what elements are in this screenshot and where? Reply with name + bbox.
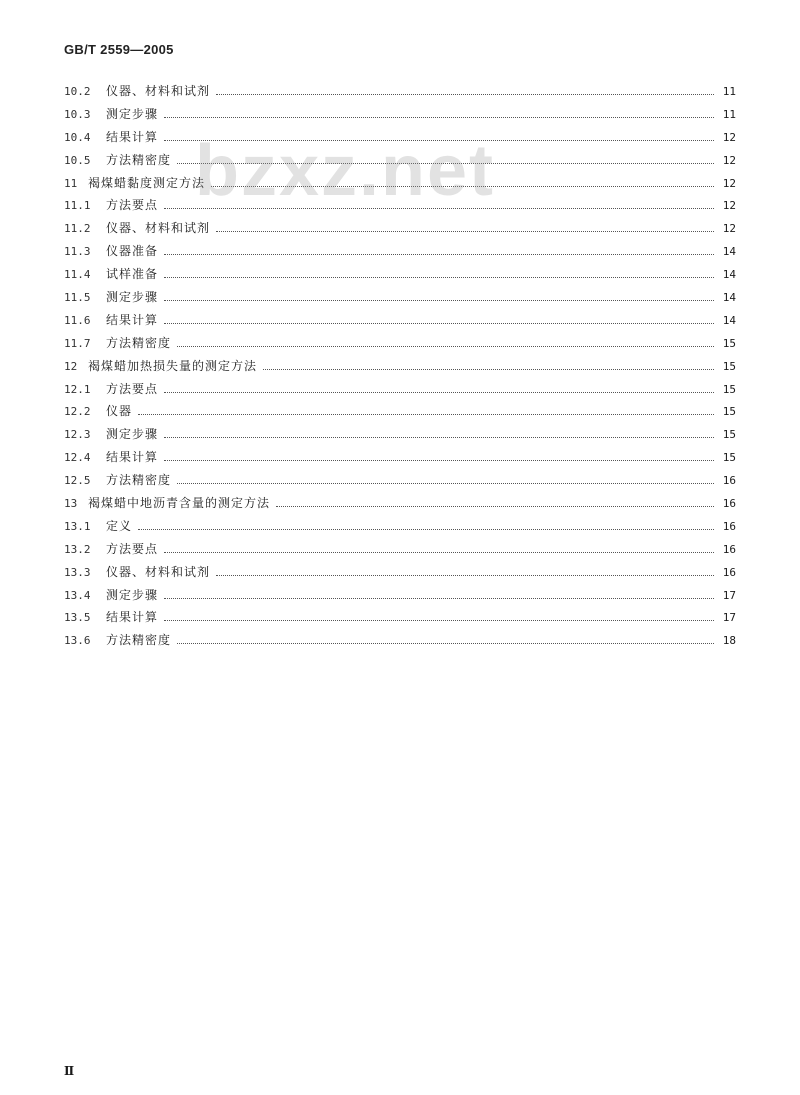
toc-leader-dots (164, 254, 714, 255)
toc-entry (64, 586, 736, 609)
toc-entry-page: 11 (722, 85, 736, 98)
toc-entry-page: 16 (722, 565, 736, 579)
toc-entry-page: 15 (722, 336, 736, 350)
toc-entry-number: 12 (64, 359, 78, 373)
toc-entry (64, 334, 736, 357)
toc-entry-page: 16 (722, 474, 736, 488)
toc-leader-dots (177, 163, 714, 164)
toc-entry-title: 测定步骤 (106, 587, 159, 602)
toc-entry (64, 242, 736, 265)
toc-entry-title: 仪器、材料和试剂 (106, 564, 211, 579)
toc-entry-page: 17 (722, 611, 736, 625)
toc-entry (64, 288, 736, 311)
toc-leader-dots (177, 346, 714, 347)
standard-number-header: GB/T 2559—2005 (64, 42, 174, 57)
toc-entry-page: 16 (722, 519, 736, 533)
toc-entry-title: 褐煤蜡中地沥青含量的测定方法 (88, 496, 271, 511)
toc-entry-page: 14 (722, 313, 736, 327)
toc-entry-title: 褐煤蜡黏度测定方法 (88, 175, 206, 190)
toc-entry-number: 11.3 (64, 245, 91, 259)
toc-leader-dots (216, 94, 714, 95)
toc-entry (64, 265, 736, 288)
toc-entry (64, 82, 736, 105)
toc-leader-dots (164, 117, 714, 118)
toc-entry-title: 测定步骤 (106, 427, 159, 442)
toc-entry-title: 仪器准备 (106, 244, 159, 259)
toc-entry-number: 11.7 (64, 336, 91, 350)
toc-entry-number: 10.5 (64, 153, 91, 167)
table-of-contents (64, 82, 736, 654)
toc-entry-number: 13.2 (64, 542, 91, 556)
toc-entry-page: 12 (722, 222, 736, 236)
toc-entry-title: 结果计算 (106, 450, 159, 465)
toc-entry-page: 15 (722, 359, 736, 373)
toc-leader-dots (164, 277, 714, 278)
toc-entry-number: 11 (64, 176, 78, 190)
toc-entry-page: 18 (722, 634, 736, 648)
toc-entry-number: 13 (64, 497, 78, 511)
toc-entry-title: 仪器、材料和试剂 (106, 84, 211, 98)
toc-leader-dots (138, 529, 714, 530)
toc-entry-number: 11.6 (64, 313, 91, 327)
toc-entry (64, 540, 736, 563)
toc-entry (64, 219, 736, 242)
toc-entry-title: 结果计算 (106, 610, 159, 625)
toc-leader-dots (164, 552, 714, 553)
toc-entry-number: 13.6 (64, 634, 91, 648)
toc-entry-number: 13.5 (64, 611, 91, 625)
toc-entry (64, 128, 736, 151)
toc-entry (64, 517, 736, 540)
toc-entry (64, 425, 736, 448)
toc-entry-page: 12 (722, 130, 736, 144)
toc-entry (64, 151, 736, 174)
toc-entry-page: 12 (722, 153, 736, 167)
toc-entry-title: 方法精密度 (106, 633, 172, 648)
toc-entry-number: 11.1 (64, 199, 91, 213)
toc-entry-number: 13.4 (64, 588, 91, 602)
toc-leader-dots (164, 323, 714, 324)
toc-entry-page: 16 (722, 497, 736, 511)
toc-entry-title: 方法要点 (106, 541, 159, 556)
toc-entry (64, 311, 736, 334)
toc-entry (64, 196, 736, 219)
toc-entry (64, 448, 736, 471)
toc-entry (64, 174, 736, 197)
toc-leader-dots (164, 140, 714, 141)
toc-entry-title: 仪器 (106, 404, 133, 419)
toc-entry-title: 测定步骤 (106, 106, 159, 121)
toc-entry (64, 105, 736, 128)
page-number-footer: Ⅱ (64, 1064, 75, 1078)
toc-entry-number: 11.5 (64, 291, 91, 305)
toc-entry-number: 13.3 (64, 565, 91, 579)
toc-entry-number: 13.1 (64, 519, 91, 533)
toc-entry-page: 11 (722, 107, 736, 121)
toc-entry-title: 结果计算 (106, 129, 159, 144)
toc-leader-dots (164, 300, 714, 301)
toc-entry-page: 12 (722, 176, 736, 190)
toc-entry-number: 12.5 (64, 474, 91, 488)
toc-entry (64, 494, 736, 517)
toc-entry (64, 608, 736, 631)
toc-leader-dots (164, 208, 714, 209)
toc-entry (64, 357, 736, 380)
toc-entry-title: 仪器、材料和试剂 (106, 221, 211, 236)
toc-entry-title: 方法要点 (106, 198, 159, 213)
toc-leader-dots (164, 437, 714, 438)
toc-leader-dots (138, 414, 714, 415)
toc-entry-title: 方法精密度 (106, 335, 172, 350)
toc-leader-dots (164, 392, 714, 393)
toc-entry-page: 15 (722, 405, 736, 419)
toc-entry (64, 380, 736, 403)
toc-entry-title: 试样准备 (106, 267, 159, 282)
toc-entry-number: 10.2 (64, 85, 91, 98)
toc-leader-dots (211, 186, 714, 187)
toc-entry-number: 12.3 (64, 428, 91, 442)
toc-entry-title: 方法精密度 (106, 473, 172, 488)
toc-entry-number: 12.1 (64, 382, 91, 396)
toc-entry-page: 14 (722, 291, 736, 305)
toc-entry (64, 402, 736, 425)
watermark: bzxz.net (195, 131, 496, 211)
toc-entry-title: 定义 (106, 518, 133, 533)
toc-entry-title: 结果计算 (106, 312, 159, 327)
toc-leader-dots (177, 483, 714, 484)
toc-entry-page: 15 (722, 428, 736, 442)
toc-entry-number: 10.3 (64, 107, 91, 121)
toc-entry (64, 631, 736, 654)
toc-entry-number: 11.2 (64, 222, 91, 236)
toc-leader-dots (276, 506, 714, 507)
toc-entry-page: 15 (722, 382, 736, 396)
toc-leader-dots (216, 575, 714, 576)
toc-entry-page: 16 (722, 542, 736, 556)
toc-entry-title: 褐煤蜡加热损失量的测定方法 (88, 358, 258, 373)
toc-entry-number: 10.4 (64, 130, 91, 144)
toc-entry-number: 12.4 (64, 451, 91, 465)
toc-entry-page: 14 (722, 245, 736, 259)
toc-entry-number: 12.2 (64, 405, 91, 419)
toc-entry-page: 14 (722, 268, 736, 282)
toc-entry-title: 方法要点 (106, 381, 159, 396)
toc-entry-page: 17 (722, 588, 736, 602)
toc-entry (64, 563, 736, 586)
toc-leader-dots (164, 598, 714, 599)
toc-entry-title: 方法精密度 (106, 152, 172, 167)
toc-entry-page: 15 (722, 451, 736, 465)
toc-leader-dots (164, 460, 714, 461)
toc-entry-page: 12 (722, 199, 736, 213)
toc-leader-dots (164, 620, 714, 621)
toc-leader-dots (216, 231, 714, 232)
toc-entry-title: 测定步骤 (106, 290, 159, 305)
toc-leader-dots (177, 643, 714, 644)
toc-leader-dots (263, 369, 714, 370)
toc-entry-number: 11.4 (64, 268, 91, 282)
toc-entry (64, 471, 736, 494)
